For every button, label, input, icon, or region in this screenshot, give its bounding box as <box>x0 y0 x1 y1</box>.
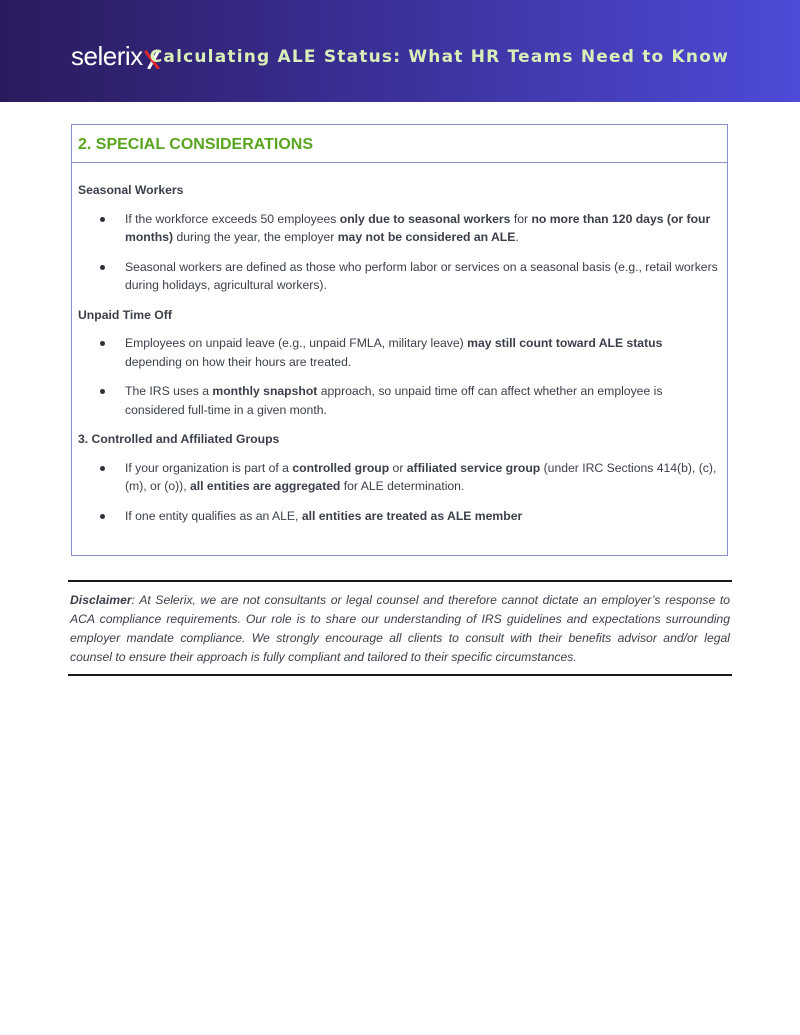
bullet-icon <box>100 265 105 270</box>
list-item <box>78 507 721 526</box>
text-segment: Seasonal workers are defined as those who perform labor or services on a seasonal basis (e.g., retail workers during holidays, agricultural workers). <box>125 259 718 292</box>
disclaimer-text: : At Selerix, we are not consultants or legal counsel and therefore cannot dictate an employer’s response to ACA compliance requirements. Our role is to share our understanding of IRS guidelines and expectations surrounding employer mandate compliance. We strongly encourage all clients to consult with their benefits advisor and/or legal counsel to ensure their approach is fully compliant and tailored to their specific circumstances. <box>70 593 730 664</box>
disclaimer-top-rule <box>68 580 732 582</box>
bullet-list <box>78 210 721 295</box>
bullet-list <box>78 334 721 419</box>
subsection-heading: 3. Controlled and Affiliated Groups <box>78 432 280 446</box>
subsection-heading: Unpaid Time Off <box>78 307 172 322</box>
bold-text: all entities are aggregated <box>190 479 341 493</box>
bullet-icon <box>100 514 105 519</box>
page-header <box>0 0 800 102</box>
disclaimer-bottom-rule <box>68 674 732 676</box>
text-segment: or <box>389 460 407 475</box>
bold-text: may not be considered an ALE <box>337 230 516 244</box>
text-segment: during the year, the employer <box>173 230 338 244</box>
special-considerations-box <box>71 124 728 556</box>
bold-text: all entities are treated as ALE member <box>301 508 523 523</box>
bold-text: no more than 120 days (or four months) <box>125 211 711 244</box>
list-item <box>78 258 721 295</box>
bold-text: monthly snapshot <box>212 384 318 398</box>
bold-text: controlled group <box>292 460 390 475</box>
disclaimer <box>70 591 730 667</box>
list-item <box>78 382 721 419</box>
section-body <box>72 163 727 525</box>
text-segment: (under IRC Sections 414(b), (c), (m), or (o)), <box>125 460 717 493</box>
text-segment: The IRS uses a <box>125 384 213 398</box>
text-segment: for <box>510 211 532 226</box>
text-segment: If one entity qualifies as an ALE, <box>125 508 302 523</box>
text-segment: approach, so unpaid time off can affect whether an employee is considered full-time in a given month. <box>125 384 663 417</box>
bullet-icon <box>100 341 105 346</box>
logo-text: selerix <box>71 40 143 71</box>
bold-text: affiliated service group <box>406 460 541 475</box>
page-title: Calculating ALE Status: What HR Teams Need to Know <box>149 47 729 67</box>
bold-text: may still count toward ALE status <box>467 336 663 350</box>
section-header <box>72 125 727 163</box>
subsection-heading: Seasonal Workers <box>78 183 184 197</box>
section-title: 2. SPECIAL CONSIDERATIONS <box>78 136 313 153</box>
list-item <box>78 459 721 496</box>
text-segment: If your organization is part of a <box>125 460 293 475</box>
text-segment: If the workforce exceeds 50 employees <box>125 211 340 226</box>
list-item <box>78 334 721 371</box>
disclaimer-label: Disclaimer <box>70 593 132 607</box>
bullet-icon <box>100 217 105 222</box>
text-segment: depending on how their hours are treated. <box>125 354 352 369</box>
bold-text: only due to seasonal workers <box>339 211 511 226</box>
text-segment: for ALE determination. <box>340 479 465 493</box>
text-segment: . <box>515 230 519 244</box>
bullet-icon <box>100 389 105 394</box>
bullet-list <box>78 459 721 526</box>
selerix-logo <box>71 36 160 76</box>
bullet-icon <box>100 466 105 471</box>
text-segment: Employees on unpaid leave (e.g., unpaid FMLA, military leave) <box>125 336 468 350</box>
list-item <box>78 210 721 247</box>
